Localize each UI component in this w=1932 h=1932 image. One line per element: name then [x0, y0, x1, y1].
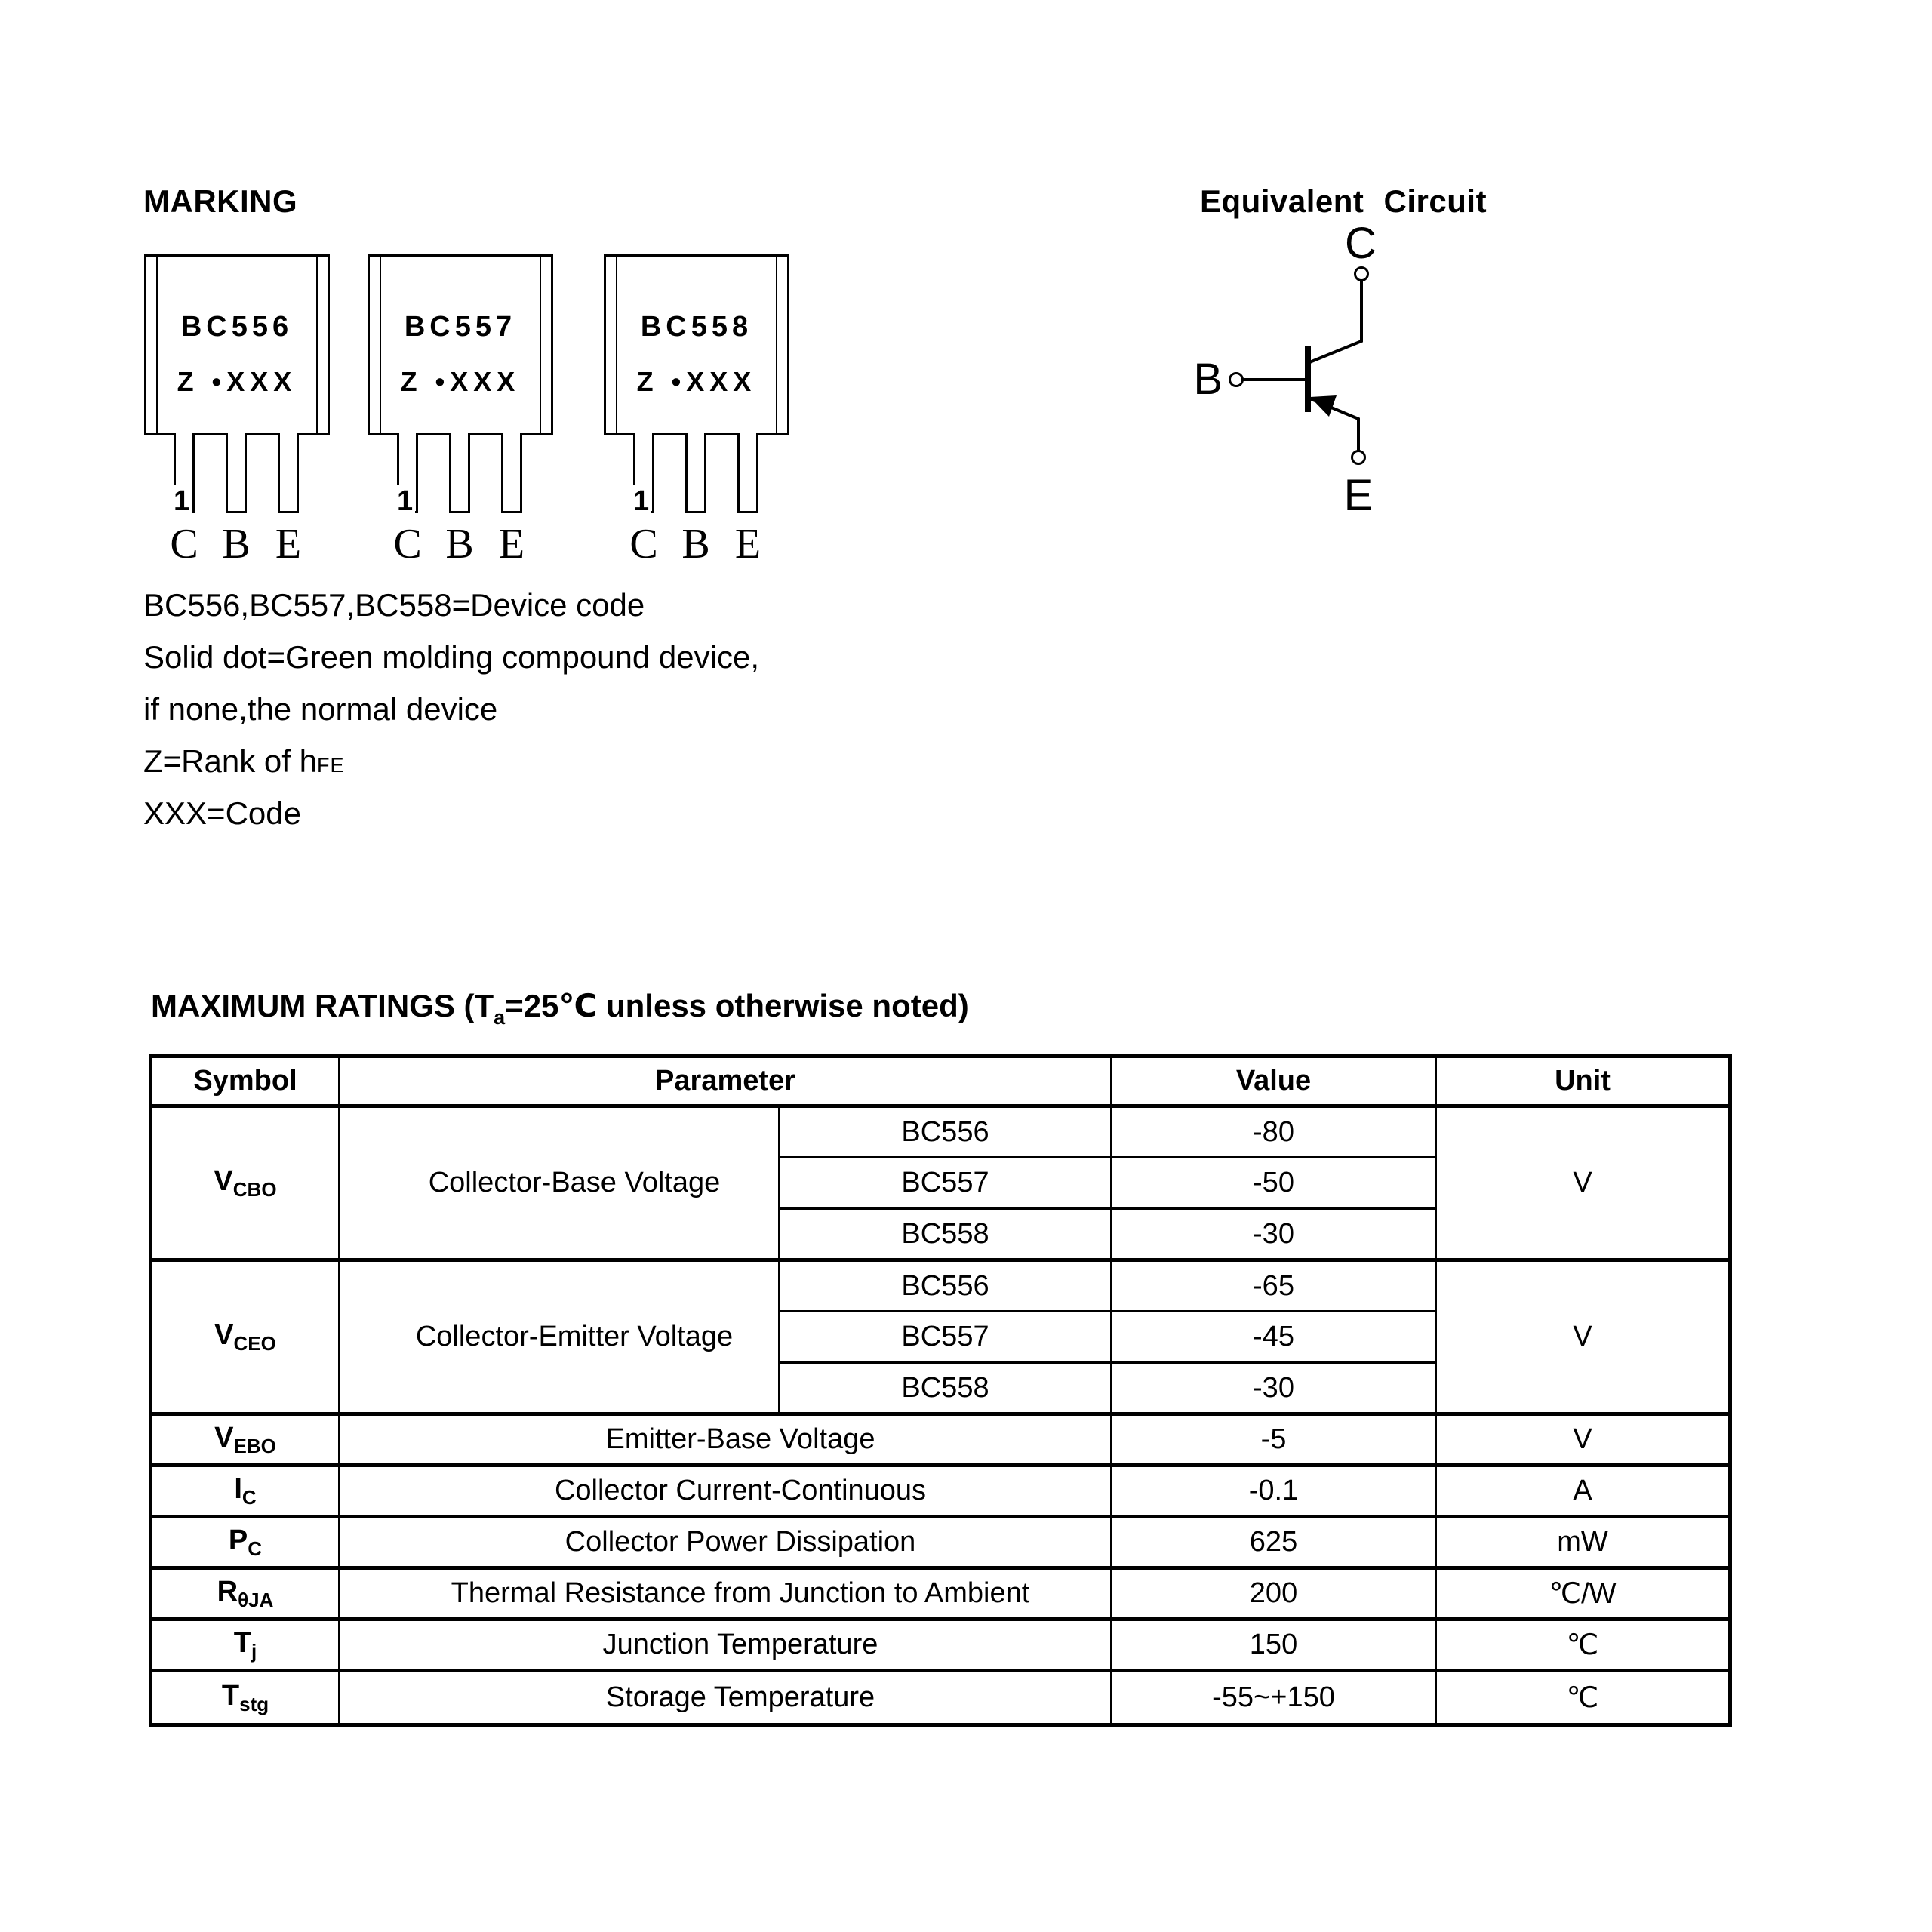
package-outline	[604, 254, 789, 435]
table-row	[151, 1260, 1730, 1312]
rank-marking-code: Z •XXX	[636, 366, 757, 397]
base-terminal	[1230, 374, 1243, 386]
header-symbol: Symbol	[151, 1057, 340, 1106]
table-row	[151, 1517, 1730, 1568]
value-cell: -45	[1112, 1312, 1436, 1363]
package-lead	[501, 433, 522, 513]
collector-terminal	[1355, 268, 1368, 281]
marking-notes	[143, 581, 759, 841]
header-parameter: Parameter	[340, 1057, 1112, 1106]
pin-label-collector: C	[629, 521, 658, 568]
value-cell: -30	[1112, 1363, 1436, 1414]
package-edge-line	[616, 257, 617, 433]
package-drawing-bc558	[604, 254, 789, 571]
table-row	[151, 1106, 1730, 1158]
value-cell: -5	[1112, 1414, 1436, 1466]
maximum-ratings-table	[149, 1054, 1732, 1727]
value-cell: 200	[1112, 1568, 1436, 1620]
pin-label-collector: C	[170, 521, 198, 568]
package-edge-line	[316, 257, 318, 433]
pin1-indicator: 1	[395, 485, 415, 518]
unit-cell: A	[1436, 1466, 1730, 1517]
parameter-cell: Emitter-Base Voltage	[340, 1414, 1112, 1466]
device-cell: BC558	[780, 1363, 1112, 1414]
package-lead	[226, 433, 247, 513]
symbol-tstg: $T_{stg}$	[151, 1671, 340, 1725]
device-marking-code: BC556	[180, 311, 294, 343]
note-line: if none,the normal device	[143, 691, 498, 727]
header-value: Value	[1112, 1057, 1436, 1106]
equivalent-circuit-heading: Equivalent Circuit	[1200, 183, 1487, 219]
value-cell: 625	[1112, 1517, 1436, 1568]
parameter-cell: Junction Temperature	[340, 1620, 1112, 1671]
emitter-terminal-label: E	[1343, 471, 1374, 520]
symbol-tj: $T_j$	[151, 1620, 340, 1671]
device-cell: BC556	[780, 1260, 1112, 1312]
symbol-vebo: $V_{EBO}$	[151, 1414, 340, 1466]
symbol-rthja: $R_{\theta JA}$	[151, 1568, 340, 1620]
symbol-ic: $I_C$	[151, 1466, 340, 1517]
marking-heading: MARKING	[143, 183, 298, 219]
note-line: Solid dot=Green molding compound device,	[143, 639, 760, 675]
note-line: XXX=Code	[143, 795, 301, 831]
pin1-indicator: 1	[171, 485, 192, 518]
value-cell: -30	[1112, 1209, 1436, 1260]
pnp-transistor-symbol	[1177, 211, 1494, 543]
package-edge-line	[380, 257, 381, 433]
collector-terminal-label: C	[1345, 219, 1377, 268]
unit-cell: V	[1436, 1106, 1730, 1260]
header-unit: Unit	[1436, 1057, 1730, 1106]
maximum-ratings-heading: MAXIMUM RATINGS ($T_a=25℃$ unless otherwise noted)	[151, 988, 969, 1029]
table-row	[151, 1414, 1730, 1466]
base-terminal-label: B	[1193, 355, 1223, 404]
unit-cell: V	[1436, 1414, 1730, 1466]
package-drawing-bc557	[368, 254, 553, 571]
device-cell: BC556	[780, 1106, 1112, 1158]
pin-label-emitter: E	[275, 521, 302, 568]
value-cell: 150	[1112, 1620, 1436, 1671]
unit-cell: ℃/W	[1436, 1568, 1730, 1620]
package-edge-line	[156, 257, 158, 433]
collector-lead-line	[1308, 281, 1361, 363]
note-line: Z=Rank of hFE	[143, 743, 345, 779]
symbol-vcbo: $V_{CBO}$	[151, 1106, 340, 1260]
table-row	[151, 1620, 1730, 1671]
parameter-cell: Collector Current-Continuous	[340, 1466, 1112, 1517]
symbol-vceo: $V_{CEO}$	[151, 1260, 340, 1414]
pin-label-base: B	[681, 521, 710, 568]
pin-label-base: B	[445, 521, 474, 568]
package-lead	[449, 433, 470, 513]
unit-cell: ℃	[1436, 1620, 1730, 1671]
rank-marking-code: Z •XXX	[400, 366, 521, 397]
pin-label-base: B	[222, 521, 251, 568]
table-row	[151, 1568, 1730, 1620]
value-cell: -55~+150	[1112, 1671, 1436, 1725]
table-row	[151, 1671, 1730, 1725]
pin-label-emitter: E	[498, 521, 525, 568]
rank-marking-code: Z •XXX	[177, 366, 297, 397]
package-outline	[368, 254, 553, 435]
pin-label-emitter: E	[734, 521, 761, 568]
emitter-lead-line	[1308, 398, 1358, 451]
parameter-cell: Collector-Base Voltage	[340, 1106, 780, 1260]
package-edge-line	[776, 257, 777, 433]
device-cell: BC557	[780, 1312, 1112, 1363]
device-cell: BC557	[780, 1158, 1112, 1209]
emitter-terminal	[1352, 451, 1365, 464]
unit-cell: ℃	[1436, 1671, 1730, 1725]
parameter-cell: Collector Power Dissipation	[340, 1517, 1112, 1568]
value-cell: -65	[1112, 1260, 1436, 1312]
symbol-pc: $P_C$	[151, 1517, 340, 1568]
package-edge-line	[540, 257, 541, 433]
unit-cell: mW	[1436, 1517, 1730, 1568]
device-marking-code: BC558	[640, 311, 753, 343]
pin-label-collector: C	[393, 521, 422, 568]
parameter-cell: Collector-Emitter Voltage	[340, 1260, 780, 1414]
value-cell: -50	[1112, 1158, 1436, 1209]
package-lead	[685, 433, 706, 513]
value-cell: -80	[1112, 1106, 1436, 1158]
parameter-cell: Storage Temperature	[340, 1671, 1112, 1725]
unit-cell: V	[1436, 1260, 1730, 1414]
parameter-cell: Thermal Resistance from Junction to Ambient	[340, 1568, 1112, 1620]
package-drawing-bc556	[144, 254, 330, 571]
device-marking-code: BC557	[404, 311, 517, 343]
package-lead	[737, 433, 758, 513]
pin1-indicator: 1	[631, 485, 651, 518]
package-outline	[144, 254, 330, 435]
table-header-row	[151, 1057, 1730, 1106]
package-lead	[278, 433, 299, 513]
value-cell: -0.1	[1112, 1466, 1436, 1517]
emitter-arrow	[1310, 395, 1337, 417]
device-cell: BC558	[780, 1209, 1112, 1260]
table-row	[151, 1466, 1730, 1517]
note-line: BC556,BC557,BC558=Device code	[143, 587, 645, 623]
